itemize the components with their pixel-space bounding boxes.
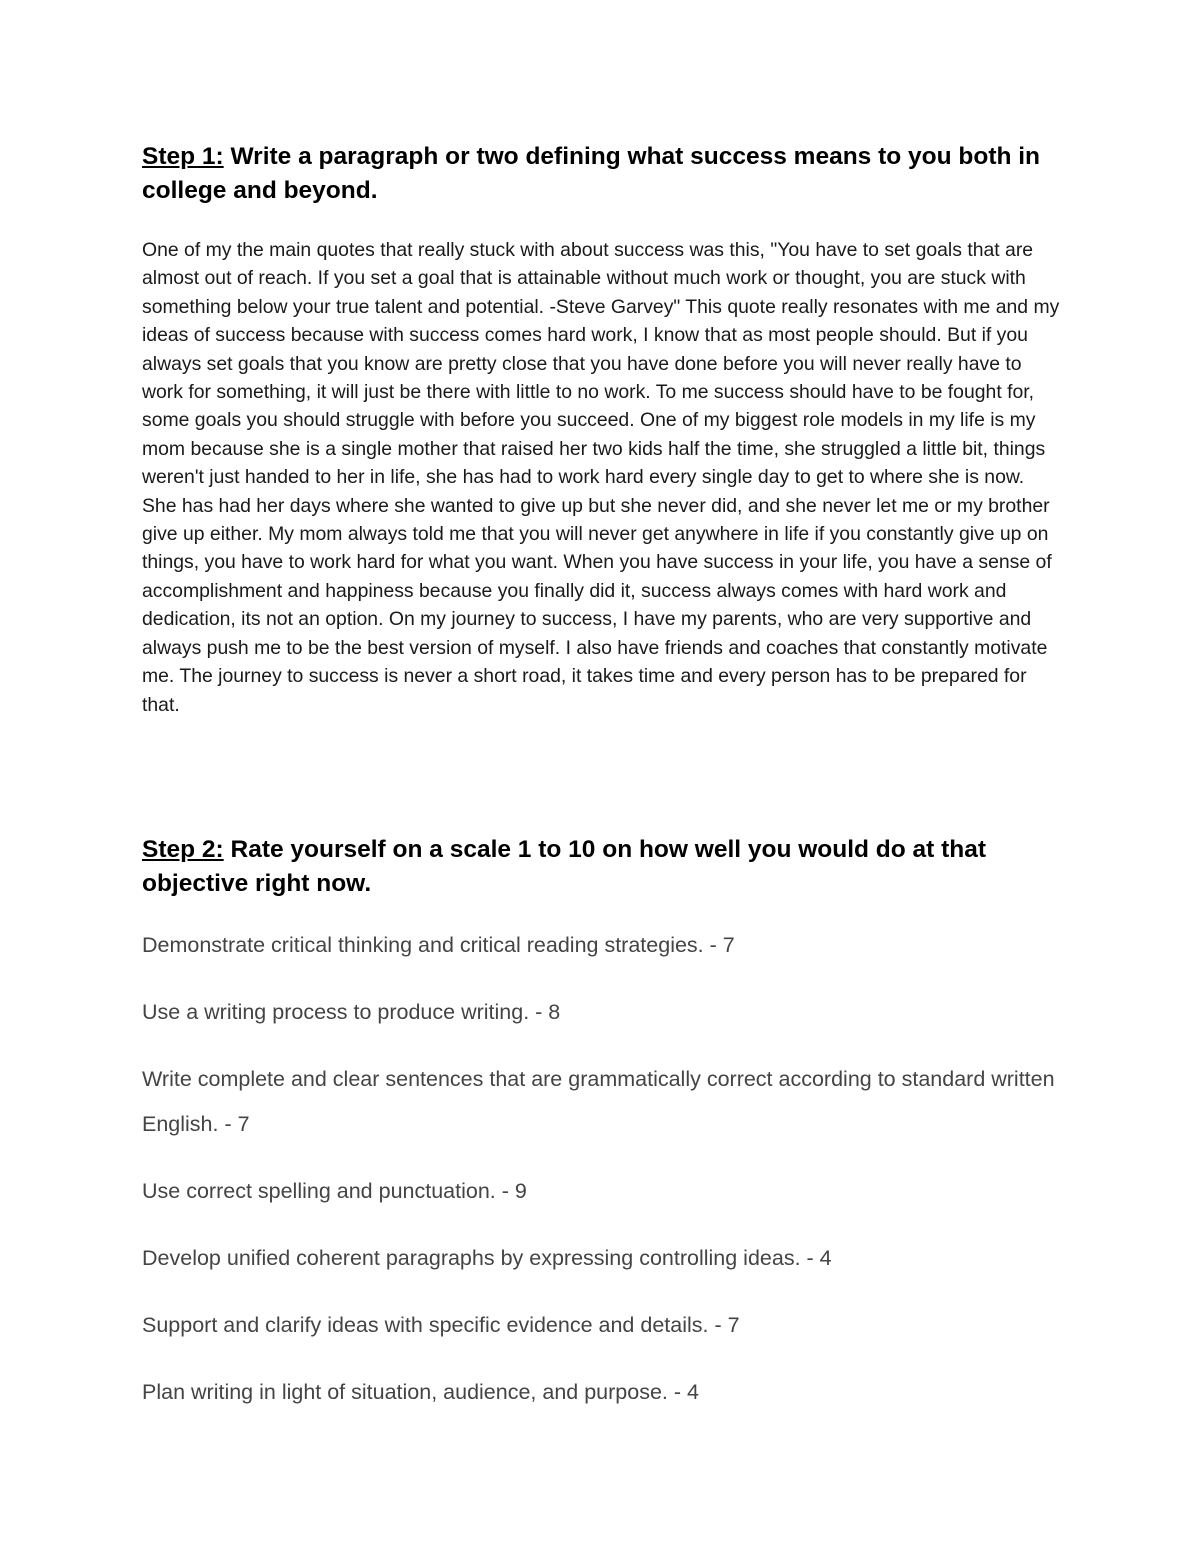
step2-heading (142, 833, 1072, 901)
rating-item: Use a writing process to produce writing. - 8 (142, 1000, 561, 1024)
step1-heading (142, 140, 1072, 208)
rating-item: Plan writing in light of situation, audience, and purpose. - 4 (142, 1380, 699, 1404)
step1-prompt: Write a paragraph or two defining what success means to you both in college and beyond. (142, 143, 1041, 204)
step1-response-paragraph: One of my the main quotes that really stuck with about success was this, "You have to set goals that are almost out of reach. If you set a goal that is attainable without much work or thought, you are stuck with something below your true talent and potential. -Steve Garvey" This quote really resonates with me and my ideas of success because with success comes hard work, I know that as most people should. But if you always set goals that you know are pretty close that you have done before you will never really have to work for something, it will just be there with little to no work. To me success should have to be fought for, some goals you should struggle with before you succeed. One of my biggest role models in my life is my mom because she is a single mother that raised her two kids half the time, she struggled a little bit, things weren't just handed to her in life, she has had to work hard every single day to get to where she is now. She has had her days where she wanted to give up but she never did, and she never let me or my brother give up either. My mom always told me that you will never get anywhere in life if you constantly give up on things, you have to work hard for what you want. When you have success in your life, you have a sense of accomplishment and happiness because you finally did it, success always comes with hard work and dedication, its not an option. On my journey to success, I have my parents, who are very supportive and always push me to be the best version of myself. I also have friends and coaches that constantly motivate me. The journey to success is never a short road, it takes time and every person has to be prepared for that. (142, 239, 1060, 716)
self-rating-list (142, 923, 1072, 1437)
step2-label: Step 2: (142, 836, 224, 863)
step1-label: Step 1: (142, 143, 224, 170)
rating-item: Demonstrate critical thinking and critical reading strategies. - 7 (142, 933, 735, 957)
rating-item: Write complete and clear sentences that are grammatically correct according to standard written English. - 7 (142, 1067, 1055, 1136)
step2-prompt: Rate yourself on a scale 1 to 10 on how well you would do at that objective right now. (142, 836, 987, 897)
rating-item: Develop unified coherent paragraphs by expressing controlling ideas. - 4 (142, 1246, 832, 1270)
rating-item: Support and clarify ideas with specific evidence and details. - 7 (142, 1313, 740, 1337)
rating-item: Use correct spelling and punctuation. - 9 (142, 1179, 527, 1203)
